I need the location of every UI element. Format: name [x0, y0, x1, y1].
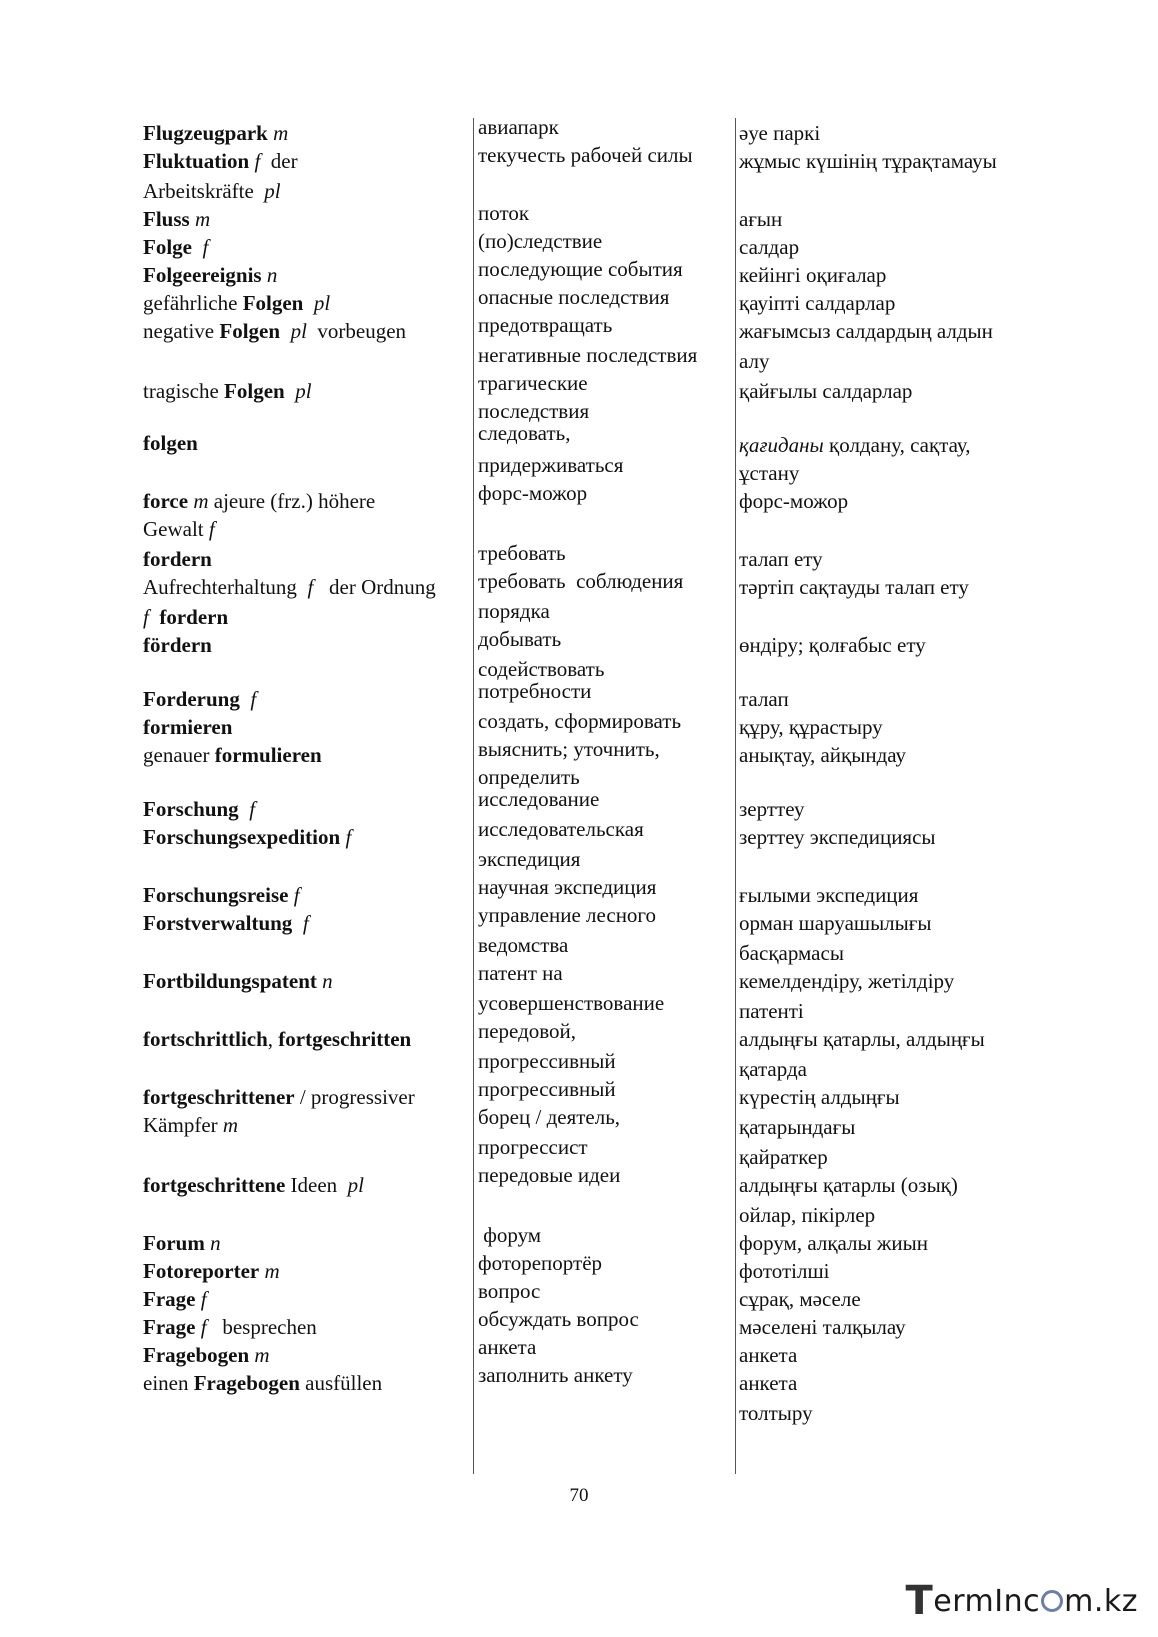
- russian-translation-line: [478, 846, 580, 872]
- kazakh-translation-line: [739, 742, 906, 768]
- kazakh-translation-line-text: алдыңғы қатарлы (озық): [739, 1173, 958, 1197]
- german-term-line-text: n: [322, 969, 333, 993]
- kazakh-translation-line-text: форс-можор: [739, 489, 849, 513]
- russian-translation-line: [478, 228, 602, 254]
- kazakh-translation-line-text: форум, алқалы жиын: [739, 1231, 928, 1255]
- russian-translation-line: [478, 200, 529, 226]
- russian-translation-line-text: потребности: [478, 679, 592, 703]
- column-divider-right: [735, 118, 736, 1474]
- russian-translation-line-text: усовершенствование: [478, 991, 665, 1015]
- russian-translation-line: [478, 1222, 541, 1248]
- russian-translation-line-text: экспедиция: [478, 847, 581, 871]
- german-term-line: [143, 148, 298, 174]
- kazakh-translation-line-text: қатарда: [739, 1057, 807, 1081]
- russian-translation-line: [478, 816, 644, 842]
- russian-translation-line: [478, 312, 612, 338]
- russian-translation-line-text: порядка: [478, 599, 550, 623]
- logo-text: ermInc m.kz: [933, 1584, 1138, 1619]
- german-term-line: [143, 1314, 317, 1340]
- german-term-line: [143, 742, 322, 768]
- russian-translation-line: [478, 452, 623, 478]
- kazakh-translation-line-text: ағын: [739, 207, 783, 231]
- german-term-line-text: folgen: [143, 431, 198, 455]
- german-term-line: [143, 714, 232, 740]
- german-term-line-text: Flugzeugpark: [143, 121, 268, 145]
- kazakh-translation-line-text: қолдану, сақтау,: [823, 433, 971, 457]
- russian-translation-line-text: патент на: [478, 961, 563, 985]
- russian-translation-line-text: добывать: [478, 627, 562, 651]
- german-term-line-text: [303, 291, 314, 315]
- kazakh-translation-line-text: мәселені талқылау: [739, 1315, 906, 1339]
- russian-translation-line-text: прогрессист: [478, 1135, 588, 1159]
- german-term-line: [143, 604, 228, 630]
- german-term-line: [143, 824, 351, 850]
- russian-translation-line: [478, 284, 669, 310]
- russian-translation-line: [478, 142, 693, 168]
- kazakh-translation-line-text: толтыру: [739, 1401, 813, 1425]
- german-term-line-text: fortgeschritten: [278, 1027, 412, 1051]
- german-term-line-text: Forschungsexpedition: [143, 825, 341, 849]
- russian-translation-line: [478, 1250, 602, 1276]
- german-term-line-text: Folgen: [219, 319, 281, 343]
- german-term-line-text: pl: [295, 379, 312, 403]
- russian-translation-line: [478, 114, 559, 140]
- kazakh-translation-line: [739, 378, 912, 404]
- russian-translation-line: [478, 960, 563, 986]
- kazakh-translation-line: [739, 686, 789, 712]
- logo-magnifier-icon: [1041, 1590, 1063, 1612]
- german-term-line: [143, 1026, 411, 1052]
- russian-translation-line-text: требовать: [478, 541, 566, 565]
- german-term-line-text: f: [143, 605, 149, 629]
- german-term-line-text: besprechen: [206, 1315, 317, 1339]
- russian-translation-line: [478, 1162, 620, 1188]
- german-term-line-text: [149, 605, 160, 629]
- german-term-line-text: force: [143, 489, 189, 513]
- kazakh-translation-line-text: алдыңғы қатарлы, алдыңғы: [739, 1027, 985, 1051]
- russian-translation-line: [478, 598, 550, 624]
- russian-translation-line: [478, 480, 587, 506]
- russian-translation-line: [478, 1134, 588, 1160]
- russian-translation-line-text: форум: [478, 1223, 542, 1247]
- german-term-line-text: der Ordnung: [313, 575, 436, 599]
- german-term-line-text: Forstverwaltung: [143, 911, 293, 935]
- german-term-line-text: Fluktuation: [143, 149, 250, 173]
- german-term-line-text: Aufrechterhaltung: [143, 575, 308, 599]
- german-term-line-text: Ideen: [285, 1173, 348, 1197]
- german-term-line: [143, 910, 309, 936]
- kazakh-translation-line-text: сұрақ, мәселе: [739, 1287, 861, 1311]
- german-term-line-text: / progressiver: [294, 1085, 415, 1109]
- german-term-line: [143, 574, 436, 600]
- german-term-line-text: genauer: [143, 743, 215, 767]
- russian-translation-line: [478, 874, 656, 900]
- kazakh-translation-line: [739, 714, 883, 740]
- german-term-line-text: ausfüllen: [299, 1371, 383, 1395]
- russian-translation-line: [478, 932, 568, 958]
- german-term-line-text: f: [345, 825, 352, 849]
- german-term-line-text: f: [200, 1315, 207, 1339]
- russian-translation-line-text: требовать соблюдения: [478, 569, 684, 593]
- kazakh-translation-line: [739, 1400, 813, 1426]
- german-term-line-text: n: [210, 1231, 221, 1255]
- german-term-line: [143, 1258, 280, 1284]
- german-term-line-text: Forschung: [143, 797, 239, 821]
- kazakh-translation-line: [739, 824, 936, 850]
- german-term-line-text: fortschrittlich: [143, 1027, 268, 1051]
- kazakh-translation-line: [739, 1084, 900, 1110]
- termincom-logo[interactable]: [905, 1575, 1138, 1624]
- page-number: 70: [569, 1485, 589, 1506]
- russian-translation-line-text: содействовать: [478, 657, 605, 681]
- german-term-line-text: tragische: [143, 379, 225, 403]
- kazakh-translation-line: [739, 148, 997, 174]
- german-term-line-text: Folgeereignis: [143, 263, 262, 287]
- german-term-line-text: Frage: [143, 1287, 196, 1311]
- kazakh-translation-line-text: қағиданы: [739, 433, 824, 457]
- german-term-line-text: negative: [143, 319, 220, 343]
- kazakh-translation-line: [739, 1370, 797, 1396]
- german-term-line-text: m: [254, 1343, 270, 1367]
- german-term-line-text: Fluss: [143, 207, 190, 231]
- russian-translation-line-text: прогрессивный: [478, 1049, 616, 1073]
- kazakh-translation-line: [739, 910, 932, 936]
- german-term-line-text: formulieren: [214, 743, 322, 767]
- russian-translation-line: [478, 1104, 620, 1130]
- german-term-line-text: gefährliche: [143, 291, 243, 315]
- russian-translation-line-text: опасные последствия: [478, 285, 670, 309]
- russian-translation-line-text: обсуждать вопрос: [478, 1307, 639, 1331]
- kazakh-translation-line-text: басқармасы: [739, 941, 844, 965]
- russian-translation-line: [478, 990, 664, 1016]
- kazakh-translation-line: [739, 1202, 875, 1228]
- kazakh-translation-line: [739, 1314, 906, 1340]
- russian-translation-line: [478, 626, 561, 652]
- kazakh-translation-line: [739, 574, 969, 600]
- kazakh-translation-line-text: фототілші: [739, 1259, 830, 1283]
- russian-translation-line: [478, 786, 599, 812]
- german-term-line-text: Folge: [143, 235, 192, 259]
- german-term-line-text: Fotoreporter: [143, 1259, 260, 1283]
- kazakh-translation-line-text: алу: [739, 349, 770, 373]
- german-term-line-text: pl: [290, 319, 307, 343]
- kazakh-translation-line-text: ұстану: [739, 461, 800, 485]
- german-term-line-text: [285, 379, 296, 403]
- russian-translation-line-text: научная экспедиция: [478, 875, 657, 899]
- german-term-line: [143, 1342, 270, 1368]
- russian-translation-line-text: фоторепортёр: [478, 1251, 603, 1275]
- russian-translation-line-text: создать, сформировать: [478, 709, 682, 733]
- german-term-line: [143, 882, 300, 908]
- german-term-line: [143, 796, 255, 822]
- german-term-line-text: pl: [347, 1173, 364, 1197]
- german-term-line-text: Fragebogen: [143, 1343, 250, 1367]
- kazakh-translation-line-text: тәртіп сақтауды талап ету: [739, 575, 969, 599]
- kazakh-translation-line: [739, 1114, 855, 1140]
- german-term-line-text: fördern: [143, 633, 212, 657]
- german-term-line-text: Forderung: [143, 687, 240, 711]
- russian-translation-line-text: следовать,: [478, 421, 571, 445]
- kazakh-translation-line: [739, 1026, 985, 1052]
- german-term-line-text: Frage: [143, 1315, 196, 1339]
- german-term-line: [143, 632, 212, 658]
- german-term-line: [143, 1370, 382, 1396]
- german-term-line-text: fortgeschrittene: [143, 1173, 286, 1197]
- russian-translation-line-text: негативные последствия: [478, 343, 698, 367]
- german-term-line-text: n: [266, 263, 278, 287]
- kazakh-translation-line-text: жұмыс күшінің тұрақтамауы: [739, 149, 997, 173]
- kazakh-translation-line-text: патенті: [739, 999, 804, 1023]
- german-term-line-text: fordern: [159, 605, 229, 629]
- german-term-line-text: Forum: [143, 1231, 205, 1255]
- russian-translation-line: [478, 1362, 633, 1388]
- german-term-line-text: pl: [264, 179, 281, 203]
- german-term-line-text: f: [307, 575, 314, 599]
- kazakh-translation-line: [739, 968, 954, 994]
- russian-translation-line: [478, 1018, 576, 1044]
- german-term-line-text: ajeure (frz.) höhere: [208, 489, 376, 513]
- russian-translation-line-text: анкета: [478, 1335, 537, 1359]
- kazakh-translation-line: [739, 796, 805, 822]
- german-term-line: [143, 262, 277, 288]
- german-term-line-text: Arbeitskräfte: [143, 179, 265, 203]
- german-term-line: [143, 206, 210, 232]
- german-term-line-text: m: [222, 1113, 239, 1137]
- german-term-line-text: [192, 235, 203, 259]
- german-term-line-text: m: [194, 207, 211, 231]
- german-term-line-text: m: [264, 1259, 280, 1283]
- russian-translation-line-text: управление лесного: [478, 903, 657, 927]
- russian-translation-line-text: прогрессивный: [478, 1077, 616, 1101]
- german-term-line: [143, 1286, 207, 1312]
- kazakh-translation-line: [739, 460, 799, 486]
- german-term-line: [143, 318, 406, 344]
- kazakh-translation-line-text: қауіпті салдарлар: [739, 291, 896, 315]
- kazakh-translation-line-text: зерттеу: [739, 797, 805, 821]
- russian-translation-line: [478, 736, 660, 762]
- russian-translation-line: [478, 540, 566, 566]
- german-term-line-text: Forschungsreise: [143, 883, 289, 907]
- kazakh-translation-line: [739, 1230, 928, 1256]
- german-term-line: [143, 516, 215, 542]
- kazakh-translation-line-text: орман шаруашылығы: [739, 911, 932, 935]
- kazakh-translation-line: [739, 290, 895, 316]
- kazakh-translation-line: [739, 318, 993, 344]
- german-term-line: [143, 178, 281, 204]
- russian-translation-line: [478, 256, 683, 282]
- russian-translation-line: [478, 902, 656, 928]
- kazakh-translation-line-text: ғылыми экспедиция: [739, 883, 919, 907]
- german-term-line: [143, 546, 212, 572]
- russian-translation-line-text: ведомства: [478, 933, 569, 957]
- german-term-line-text: vorbeugen: [306, 319, 407, 343]
- russian-translation-line-text: выяснить; уточнить,: [478, 737, 660, 761]
- german-term-line-text: pl: [313, 291, 331, 315]
- russian-translation-line: [478, 342, 697, 368]
- kazakh-translation-line: [739, 206, 782, 232]
- russian-translation-line: [478, 1306, 639, 1332]
- kazakh-translation-line: [739, 234, 799, 260]
- german-term-line-text: [292, 911, 303, 935]
- german-term-line: [143, 1084, 415, 1110]
- german-term-line-text: Folgen: [242, 291, 304, 315]
- kazakh-translation-line-text: кемелдендіру, жетілдіру: [739, 969, 955, 993]
- logo-letter-t: T: [905, 1578, 934, 1624]
- kazakh-translation-line-text: қайраткер: [739, 1145, 828, 1169]
- kazakh-translation-line-text: қайғылы салдарлар: [739, 379, 913, 403]
- kazakh-translation-line-text: жағымсыз салдардың алдын: [739, 319, 993, 343]
- russian-translation-line-text: придерживаться: [478, 453, 624, 477]
- german-term-line: [143, 234, 208, 260]
- german-term-line-text: Fortbildungspatent: [143, 969, 317, 993]
- kazakh-translation-line-text: зерттеу экспедициясы: [739, 825, 936, 849]
- kazakh-translation-line-text: талап ету: [739, 547, 823, 571]
- russian-translation-line-text: авиапарк: [478, 115, 559, 139]
- german-term-line: [143, 1112, 238, 1138]
- russian-translation-line-text: определить: [478, 765, 580, 789]
- german-term-line-text: m: [273, 121, 289, 145]
- kazakh-translation-line-text: құру, құрастыру: [739, 715, 883, 739]
- german-term-line-text: f: [293, 883, 300, 907]
- kazakh-translation-line: [739, 1056, 807, 1082]
- german-term-line-text: f: [200, 1287, 207, 1311]
- russian-translation-line-text: форс-можор: [478, 481, 588, 505]
- german-term-line-text: f: [250, 687, 257, 711]
- russian-translation-line: [478, 708, 681, 734]
- german-term-line-text: der: [260, 149, 298, 173]
- russian-translation-line-text: передовые идеи: [478, 1163, 621, 1187]
- german-term-line-text: f: [302, 911, 309, 935]
- german-term-line-text: fordern: [143, 547, 212, 571]
- kazakh-translation-line-text: әуе паркі: [739, 121, 821, 145]
- kazakh-translation-line: [739, 432, 971, 458]
- russian-translation-line-text: исследование: [478, 787, 600, 811]
- kazakh-translation-line: [739, 882, 918, 908]
- russian-translation-line-text: передовой,: [478, 1019, 577, 1043]
- german-term-line-text: [239, 797, 250, 821]
- russian-translation-line: [478, 1048, 616, 1074]
- german-term-line-text: Gewalt: [143, 517, 209, 541]
- russian-translation-line: [478, 678, 591, 704]
- kazakh-translation-line-text: ойлар, пікірлер: [739, 1203, 876, 1227]
- german-term-line-text: [280, 319, 291, 343]
- kazakh-translation-line: [739, 262, 886, 288]
- russian-translation-line: [478, 568, 683, 594]
- russian-translation-line-text: (по)следствие: [478, 229, 603, 253]
- russian-translation-line-text: трагические: [478, 371, 588, 395]
- german-term-line-text: Fragebogen: [193, 1371, 300, 1395]
- german-term-line: [143, 968, 333, 994]
- german-term-line-text: f: [254, 149, 261, 173]
- russian-translation-line-text: предотвращать: [478, 313, 613, 337]
- kazakh-translation-line: [739, 1258, 829, 1284]
- kazakh-translation-line-text: қатарындағы: [739, 1115, 856, 1139]
- german-term-line-text: f: [208, 517, 215, 541]
- kazakh-translation-line: [739, 632, 926, 658]
- kazakh-translation-line: [739, 120, 820, 146]
- german-term-line-text: ,: [267, 1027, 279, 1051]
- russian-translation-line-text: борец / деятель,: [478, 1105, 621, 1129]
- kazakh-translation-line-text: анықтау, айқындау: [739, 743, 907, 767]
- kazakh-translation-line: [739, 1342, 797, 1368]
- kazakh-translation-line: [739, 348, 770, 374]
- german-term-line-text: formieren: [143, 715, 233, 739]
- russian-translation-line-text: последствия: [478, 399, 590, 423]
- kazakh-translation-line: [739, 940, 844, 966]
- kazakh-translation-line-text: талап: [739, 687, 789, 711]
- german-term-line: [143, 120, 288, 146]
- kazakh-translation-line: [739, 1172, 958, 1198]
- german-term-line-text: einen: [143, 1371, 194, 1395]
- kazakh-translation-line: [739, 998, 804, 1024]
- kazakh-translation-line: [739, 488, 848, 514]
- kazakh-translation-line-text: күрестің алдыңғы: [739, 1085, 900, 1109]
- german-term-line-text: fortgeschrittener: [143, 1085, 295, 1109]
- column-divider-left: [473, 118, 474, 1474]
- german-term-line: [143, 1230, 221, 1256]
- kazakh-translation-line-text: анкета: [739, 1343, 798, 1367]
- russian-translation-line: [478, 1278, 540, 1304]
- german-term-line-text: Kämpfer: [143, 1113, 223, 1137]
- kazakh-translation-line-text: анкета: [739, 1371, 798, 1395]
- german-term-line: [143, 430, 198, 456]
- german-term-line-text: m: [193, 489, 209, 513]
- russian-translation-line-text: исследовательская: [478, 817, 644, 841]
- german-term-line: [143, 290, 330, 316]
- kazakh-translation-line-text: салдар: [739, 235, 800, 259]
- kazakh-translation-line: [739, 1286, 861, 1312]
- german-term-line: [143, 488, 375, 514]
- kazakh-translation-line: [739, 1144, 828, 1170]
- german-term-line-text: Folgen: [224, 379, 285, 403]
- russian-translation-line-text: последующие события: [478, 257, 683, 281]
- german-term-line: [143, 1172, 364, 1198]
- german-term-line-text: f: [202, 235, 209, 259]
- russian-translation-line: [478, 1334, 536, 1360]
- german-term-line-text: [240, 687, 251, 711]
- kazakh-translation-line: [739, 546, 823, 572]
- kazakh-translation-line-text: өндіру; қолғабыс ету: [739, 633, 926, 657]
- russian-translation-line-text: заполнить анкету: [478, 1363, 633, 1387]
- german-term-line-text: f: [249, 797, 256, 821]
- russian-translation-line-text: поток: [478, 201, 530, 225]
- german-term-line: [143, 378, 312, 404]
- kazakh-translation-line-text: кейінгі оқиғалар: [739, 263, 887, 287]
- russian-translation-line-text: текучесть рабочей силы: [478, 143, 693, 167]
- russian-translation-line: [478, 1076, 616, 1102]
- russian-translation-line-text: вопрос: [478, 1279, 541, 1303]
- russian-translation-line: [478, 370, 588, 396]
- german-term-line: [143, 686, 256, 712]
- russian-translation-line: [478, 420, 570, 446]
